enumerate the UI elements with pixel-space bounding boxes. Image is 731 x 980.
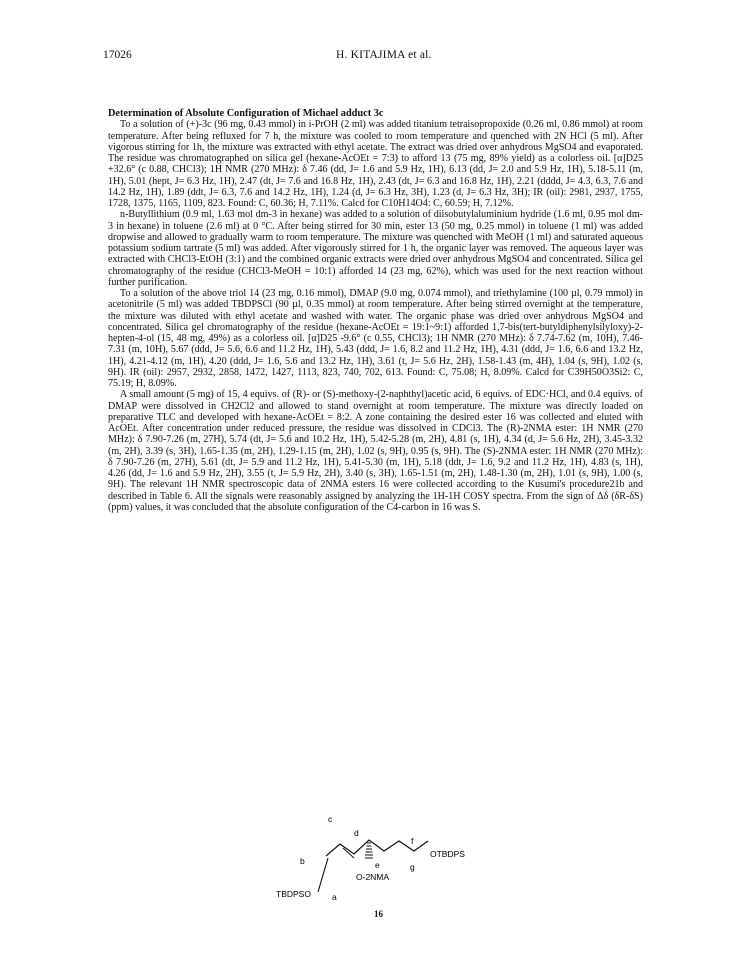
hashed-wedge bbox=[365, 843, 373, 858]
paragraph-2nma-ester-16: A small amount (5 mg) of 15, 4 equivs. of (R)- or (S)-methoxy-(2-naphthyl)acetic acid, 6 equivs. of EDC·HCl, and 0.4 equivs. of DMAP were dissolved in CH2Cl2 and allowed to stand overnight at room temperature. The mixture was directly loaded on preparative TLC and developed with hexane-AcOEt = 8:2. A zone containing the desired ester 16 was collected and eluted with AcOEt. After concentration under reduced pressure, the residue was dissolved in CDCl3. The (R)-2NMA ester: 1H NMR (270 MHz): δ 7.90-7.26 (m, 27H), 5.74 (dt, J= 5.6 and 10.2 Hz, 1H), 5.42-5.28 (m, 2H), 4.81 (s, 1H), 4.34 (d, J= 5.6 Hz, 2H), 3.45-3.32 (m, 2H), 3.39 (s, 3H), 1.65-1.35 (m, 2H), 1.29-1.15 (m, 2H), 1.02 (s, 9H), 0.95 (s, 9H). The (S)-2NMA ester: 1H NMR (270 MHz): δ 7.90-7.26 (m, 27H), 5.61 (dt, J= 5.9 and 11.2 Hz, 1H), 5.41-5.30 (m, 1H), 5.18 (ddt, J= 1.6, 9.2 and 11.2 Hz, 1H), 4.83 (s, 1H), 4.26 (dd, J= 1.6 and 5.9 Hz, 2H), 3.55 (t, J= 5.9 Hz, 2H), 3.40 (s, 3H), 1.65-1.51 (m, 2H), 1.48-1.30 (m, 2H), 1.01 (s, 9H), 1.00 (s, 9H). The relevant 1H NMR spectroscopic data of 2NMA esters 16 were collected according to the Kusumi's procedure21b and described in Table 6. All the signals were reasonably assigned by analyzing the 1H-1H COSY spectra. From the sign of Δδ (δR-δS) (ppm) values, it was concluded that the absolute configuration of the C4-carbon in 16 was S. bbox=[108, 389, 643, 513]
bond-to-tbdpso bbox=[318, 858, 328, 892]
label-b: b bbox=[300, 856, 305, 866]
article-body bbox=[108, 108, 643, 513]
label-c: c bbox=[328, 814, 333, 824]
group-tbdpso: TBDPSO bbox=[276, 889, 311, 899]
compound-number: 16 bbox=[374, 909, 383, 919]
paragraph-ester-13: To a solution of (+)-3c (96 mg, 0.43 mmol) in i-PrOH (2 ml) was added titanium tetraisopropoxide (0.26 ml, 0.86 mmol) at room temperature. After being refluxed for 7 h, the mixture was cooled to room temperature and quenched with 2N HCl (5 ml). After vigorous stirring for 1h, the mixture was extracted with ethyl acetate. The extract was dried over anhydrous MgSO4 and evaporated. The residue was chromatographed on silica gel (hexane-AcOEt = 7:3) to afford 13 (75 mg, 89% yield) as a colorless oil. [α]D25 +32.6° (c 0.88, CHCl3); 1H NMR (270 MHz): δ 7.46 (dd, J= 1.6 and 5.9 Hz, 1H), 6.13 (dd, J= 2.0 and 5.9 Hz, 1H), 5.18-5.11 (m, 1H), 5.01 (hept, J= 6.3 Hz, 1H), 2.47 (dt, J= 7.6 and 16.8 Hz, 1H), 2.43 (dt, J= 6.3 and 16.8 Hz, 1H), 2.21 (dddd, J= 4.3, 6.3, 7.6 and 14.2 Hz, 1H), 1.89 (ddt, J= 6.3, 7.6 and 14.2 Hz, 1H), 1.24 (d, J= 6.3 Hz, 3H), 1.23 (d, J= 6.3 Hz, 3H); IR (oil): 2981, 2937, 1755, 1728, 1375, 1165, 1109, 823. Found: C, 60.36; H, 7.11%. Calcd for C10H14O4: C, 60.59; H, 7.12%. bbox=[108, 119, 643, 209]
group-o-2nma: O-2NMA bbox=[356, 872, 390, 882]
paragraph-triol-14: n-Butyllithium (0.9 ml, 1.63 mol dm-3 in hexane) was added to a solution of diisobutylaluminium hydride (1.6 ml, 0.95 mol dm-3 in hexane) in toluene (2.6 ml) at 0 °C. After being stirred for 30 min, ester 13 (50 mg, 0.25 mmol) in toluene (1 ml) was added dropwise and allowed to gradually warm to room temperature. The mixture was quenched with MeOH (1 ml) and saturated aqueous potassium sodium tartrate (5 ml) was added. After vigorously stirred for 1 h, the organic layer was removed. The aqueous layer was extracted with CHCl3-EtOH (3:1) and the combined organic extracts were dried over anhydrous MgSO4 and concentrated. Silica gel chromatography of the residue (CHCl3-MeOH = 10:1) afforded 14 (23 mg, 62%), which was used for the next reaction without further purification. bbox=[108, 209, 643, 288]
running-head: H. KITAJIMA et al. bbox=[336, 49, 432, 61]
page-number: 17026 bbox=[103, 49, 132, 61]
section-heading: Determination of Absolute Configuration of Michael adduct 3c bbox=[108, 108, 384, 119]
label-a: a bbox=[332, 892, 337, 902]
label-e: e bbox=[375, 860, 380, 870]
group-otbdps: OTBDPS bbox=[430, 849, 465, 859]
label-g: g bbox=[410, 862, 415, 872]
label-d: d bbox=[354, 828, 359, 838]
chemical-structure-16 bbox=[268, 784, 468, 924]
page-header bbox=[103, 49, 648, 65]
paragraph-silyl-15: To a solution of the above triol 14 (23 mg, 0.16 mmol), DMAP (9.0 mg, 0.074 mmol), and triethylamine (100 µl, 0.79 mmol) in acetonitrile (5 ml) was added TBDPSCl (90 µl, 0.35 mmol) at room temperature. After being stirred overnight at the temperature, the mixture was diluted with ethyl acetate and washed with water. The organic phase was dried over anhydrous MgSO4 and concentrated. Silica gel chromatography of the residue (hexane-AcOEt = 19:1~9:1) afforded 1,7-bis(tert-butyldiphenylsilyloxy)-2-hepten-4-ol (15, 48 mg, 49%) as a colorless oil. [α]D25 -9.6° (c 0.55, CHCl3); 1H NMR (270 MHz): δ 7.74-7.62 (m, 10H), 7.46-7.31 (m, 10H), 5.67 (ddd, J= 5.6, 6.6 and 11.2 Hz, 1H), 5.43 (ddd, J= 1.6, 8.2 and 11.2 Hz, 1H), 4.31 (ddd, J= 1.6, 6.6 and 13.2 Hz, 1H), 4.21-4.12 (m, 1H), 4.20 (ddd, J= 1.6, 5.6 and 13.2 Hz, 1H), 3.61 (t, J= 5.6 Hz, 2H), 1.58-1.43 (m, 4H), 1.04 (s, 9H), 1.02 (s, 9H). IR (oil): 2957, 2932, 2858, 1472, 1427, 1113, 823, 740, 702, 613. Found: C, 75.08; H, 8.09%. Calcd for C39H50O3Si2: C, 75.19; H, 8.09%. bbox=[108, 288, 643, 389]
label-f: f bbox=[411, 836, 414, 846]
structure-drawing bbox=[268, 784, 468, 909]
